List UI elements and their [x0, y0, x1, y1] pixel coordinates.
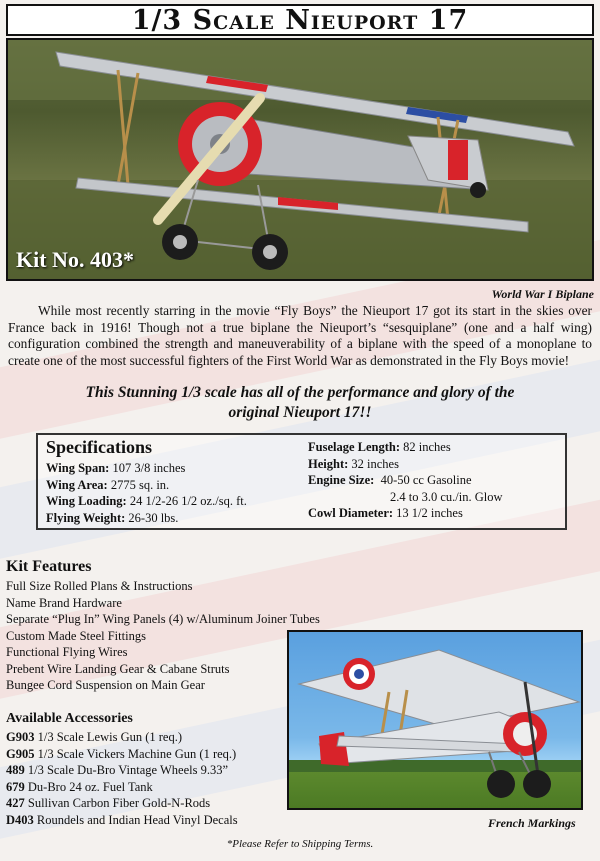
tagline-line-2: original Nieuport 17!!	[228, 404, 372, 421]
accessory-text: Sullivan Carbon Fiber Gold-N-Rods	[27, 796, 211, 810]
spec-row	[308, 472, 503, 489]
accessory-text: 1/3 Scale Lewis Gun (1 req.)	[37, 730, 183, 744]
spec-value: 26-30 lbs.	[128, 510, 179, 525]
hero-photo	[6, 38, 594, 281]
spec-row	[308, 505, 503, 522]
accessory-code: 427	[6, 796, 25, 810]
specs-right-column	[308, 439, 503, 522]
list-item	[6, 779, 238, 796]
list-item: Separate “Plug In” Wing Panels (4) w/Aluminum Joiner Tubes	[6, 612, 320, 626]
spec-label: Fuselage Length:	[308, 440, 401, 454]
shipping-footnote: *Please Refer to Shipping Terms.	[226, 838, 374, 850]
list-item	[6, 746, 238, 763]
spec-value: 40-50 cc Gasoline	[380, 473, 472, 487]
spec-value: 2.4 to 3.0 cu./in. Glow	[390, 489, 503, 504]
spec-value: 2775 sq. in.	[110, 477, 170, 492]
spec-value: 24 1/2-26 1/2 oz./sq. ft.	[129, 494, 247, 508]
available-accessories	[6, 711, 238, 828]
page-title: 1/3 Scale Nieuport 17	[6, 4, 594, 36]
list-item	[6, 729, 238, 746]
spec-value: 107 3/8 inches	[112, 461, 186, 475]
list-item: Custom Made Steel Fittings	[6, 628, 146, 643]
list-item	[6, 812, 238, 829]
accessory-text: 1/3 Scale Du-Bro Vintage Wheels 9.33”	[27, 763, 229, 777]
spec-label: Wing Area:	[46, 477, 108, 492]
accessories-heading: Available Accessories	[6, 711, 133, 726]
accessory-text: Roundels and Indian Head Vinyl Decals	[36, 812, 238, 827]
spec-label: Flying Weight:	[46, 510, 126, 525]
kit-number-label: Kit No. 403*	[16, 247, 134, 272]
specifications-box	[36, 433, 567, 530]
biplane-in-flight-illustration	[289, 632, 583, 810]
accessory-code: 489	[6, 763, 25, 777]
specs-left-column	[46, 460, 247, 526]
kit-features-list	[6, 578, 320, 694]
list-item: Name Brand Hardware	[6, 595, 122, 610]
accessory-code: G903	[6, 730, 35, 744]
spec-label: Cowl Diameter:	[308, 506, 394, 520]
spec-label: Engine Size:	[308, 473, 375, 487]
french-markings-caption: French Markings	[488, 816, 576, 830]
spec-row	[308, 439, 503, 456]
tagline-line-1: This Stunning 1/3 scale has all of the performance and glory of the	[85, 384, 515, 401]
list-item: Bungee Cord Suspension on Main Gear	[6, 678, 205, 692]
hero-caption: World War I Biplane	[491, 287, 594, 301]
spec-row	[46, 460, 247, 477]
spec-row	[308, 456, 503, 473]
spec-label: Height:	[308, 456, 349, 471]
spec-row	[46, 477, 247, 494]
accessory-text: 1/3 Scale Vickers Machine Gun (1 req.)	[37, 746, 237, 761]
list-item	[6, 762, 238, 779]
spec-row	[46, 493, 247, 510]
spec-value: 13 1/2 inches	[396, 506, 463, 520]
tagline	[0, 383, 600, 423]
list-item: Prebent Wire Landing Gear & Cabane Struts	[6, 661, 230, 676]
accessories-list	[6, 729, 238, 828]
accessory-text: Du-Bro 24 oz. Fuel Tank	[27, 779, 153, 794]
spec-value: 82 inches	[403, 440, 451, 454]
spec-label: Wing Loading:	[46, 494, 127, 508]
accessory-code: G905	[6, 746, 35, 761]
accessory-code: 679	[6, 779, 25, 794]
specifications-heading: Specifications	[46, 437, 152, 457]
accessory-code: D403	[6, 812, 34, 827]
spec-value: 32 inches	[351, 456, 399, 471]
french-markings-photo	[287, 630, 583, 810]
list-item: Functional Flying Wires	[6, 645, 128, 659]
kit-features	[6, 558, 320, 694]
list-item: Full Size Rolled Plans & Instructions	[6, 579, 193, 593]
list-item	[6, 795, 238, 812]
biplane-illustration	[8, 40, 594, 281]
kit-features-heading: Kit Features	[6, 558, 92, 575]
spec-row	[308, 489, 503, 506]
spec-label: Wing Span:	[46, 461, 110, 475]
spec-row	[46, 510, 247, 527]
intro-paragraph: While most recently starring in the movie “Fly Boys” the Nieuport 17 got its start in the skies over France back in 1916! Though not a true biplane the Nieuport’s “sesquiplane” (one and a half wing) configuration combined the strength and maneuverability of a biplane with the speed of a monoplane to create one of the most successful fighters of the First World War as demonstrated in the Fly Boys movie!	[8, 303, 592, 368]
